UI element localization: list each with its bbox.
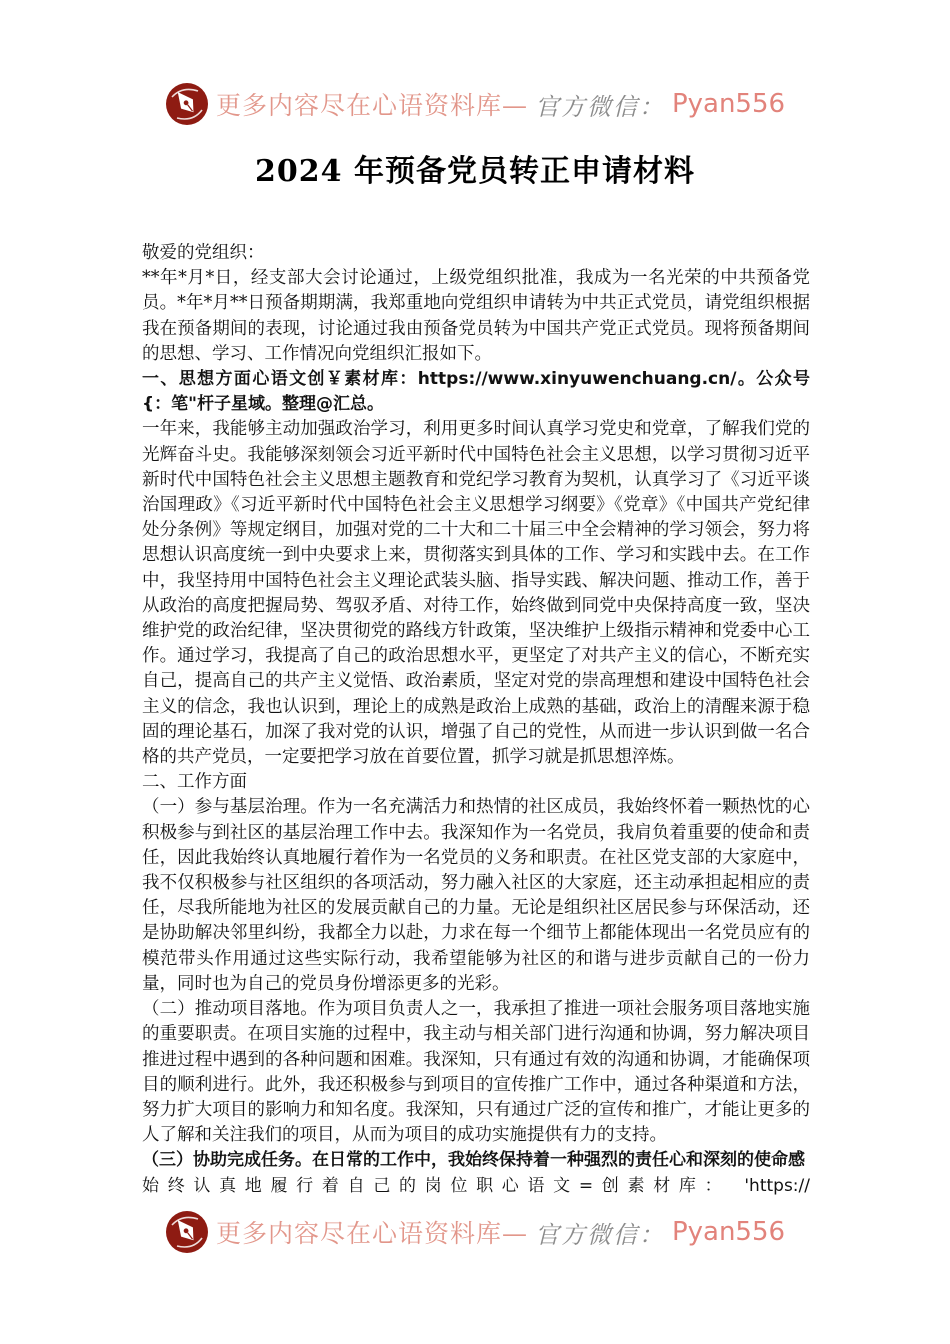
salutation-line: 敬爱的党组织： <box>142 243 265 263</box>
section-2-heading: 二、工作方面 <box>142 772 247 793</box>
work-item-2-paragraph: （二）推动项目落地。作为项目负责人之一，我承担了推进一项社会服务项目落地实施的重要职责。在项目实施的过程中，我主动与相关部门进行沟通和协调，努力解决项目推进过程中遇到的各种问题和困难。我深知，只有通过有效的沟通和协调，才能确保项目的顺利进行。此外，我还积极参与到项目的宣传推广工作中，通过各种渠道和方法，努力扩大项目的影响力和知名度。我深知，只有通过广泛的宣传和推广，才能让更多的人了解和关注我们的项目，从而为项目的成功实施提供有力的支持。 <box>142 999 810 1146</box>
section-1-body: 一年来，我能够主动加强政治学习，利用更多时间认真学习党史和党章，了解我们党的光辉奋斗史。我能够深刻领会习近平新时代中国特色社会主义思想，以学习贯彻习近平新时代中国特色社会主义思想主题教育和党纪学习教育为契机，认真学习了《习近平谈治国理政》《习近平新时代中国特色社会主义思想学习纲要》《党章》《中国共产党纪律处分条例》等规定纲目，加强对党的二十大和二十届三中全会精神的学习领会，努力将思想认识高度统一到中央要求上来，贯彻落实到具体的工作、学习和实践中去。在工作中，我坚持用中国特色社会主义理论武装头脑、指导实践、解决问题、推动工作，善于从政治的高度把握局势、驾驭矛盾、对待工作，始终做到同党中央保持高度一致，坚决维护党的政治纪律，坚决贯彻党的路线方针政策，坚决维护上级指示精神和党委中心工作。通过学习，我提高了自己的政治思想水平，更坚定了对共产主义的信心，不断充实自己，提高自己的共产主义觉悟、政治素质，坚定对党的崇高理想和建设中国特色社会主义的信念，我也认识到，理论上的成熟是政治上成熟的基础，政治上的清醒来源于稳固的理论基石，加深了我对党的认识，增强了自己的党性，从而进一步认识到做一名合格的共产党员，一定要把学习放在首要位置，抓学习就是抓思想淬炼。 <box>142 419 810 768</box>
wechat-label: 官方微信： <box>534 92 665 121</box>
intro-paragraph: **年*月*日，经支部大会讨论通过，上级党组织批准，我成为一名光荣的中共预备党员。*年*月**日预备期期满，我郑重地向党组织申请转为中共正式党员，请党组织根据我在预备期间的表现，讨论通过我由预备党员转为中国共产党正式党员。现将预备期间的思想、学习、工作情况向党组织汇报如下。 <box>142 268 810 364</box>
wechat-id: Pyan556 <box>671 1217 786 1247</box>
work-item-3-heading: （三）协助完成任务。在日常的工作中，我始终保持着一种强烈的责任心和深刻的使命感 <box>142 1150 805 1171</box>
wechat-label: 官方微信： <box>534 1220 665 1249</box>
page-title: 2024 年预备党员转正申请材料 <box>255 154 695 189</box>
section-1-heading: 一、思想方面心语文创￥素材库：https://www.xinyuwenchuang.cn/。公众号{：笔"杆子星域。整理@汇总。 <box>142 369 810 415</box>
work-item-1-paragraph: （一）参与基层治理。作为一名充满活力和热情的社区成员，我始终怀着一颗热忱的心积极参与到社区的基层治理工作中去。我深知作为一名党员，我肩负着重要的使命和责任，因此我始终认真地履行着作为一名党员的义务和职责。在社区党支部的大家庭中，我不仅积极参与社区组织的各项活动，努力融入社区的大家庭，还主动承担起相应的责任，尽我所能地为社区的发展贡献自己的力量。无论是组织社区居民参与环保活动，还是协助解决邻里纠纷，我都全力以赴，力求在每一个细节上都能体现出一名党员应有的模范带头作用通过这些实际行动，我希望能够为社区的和谐与进步贡献自己的一份力量，同时也为自己的党员身份增添更多的光彩。 <box>142 797 810 994</box>
header-watermark-banner <box>0 82 950 126</box>
truncated-last-line: 始终认真地履行着自己的岗位职心语文=创素材库： 'https:// <box>142 1175 810 1196</box>
pen-nib-logo-icon <box>165 1210 209 1254</box>
pen-nib-logo-icon <box>165 82 209 126</box>
footer-watermark-banner <box>0 1210 950 1254</box>
wechat-id: Pyan556 <box>671 89 786 119</box>
watermark-brand-text: 更多内容尽在心语资料库— <box>215 1219 528 1248</box>
watermark-brand-text: 更多内容尽在心语资料库— <box>215 91 528 120</box>
document-body <box>142 241 810 1199</box>
